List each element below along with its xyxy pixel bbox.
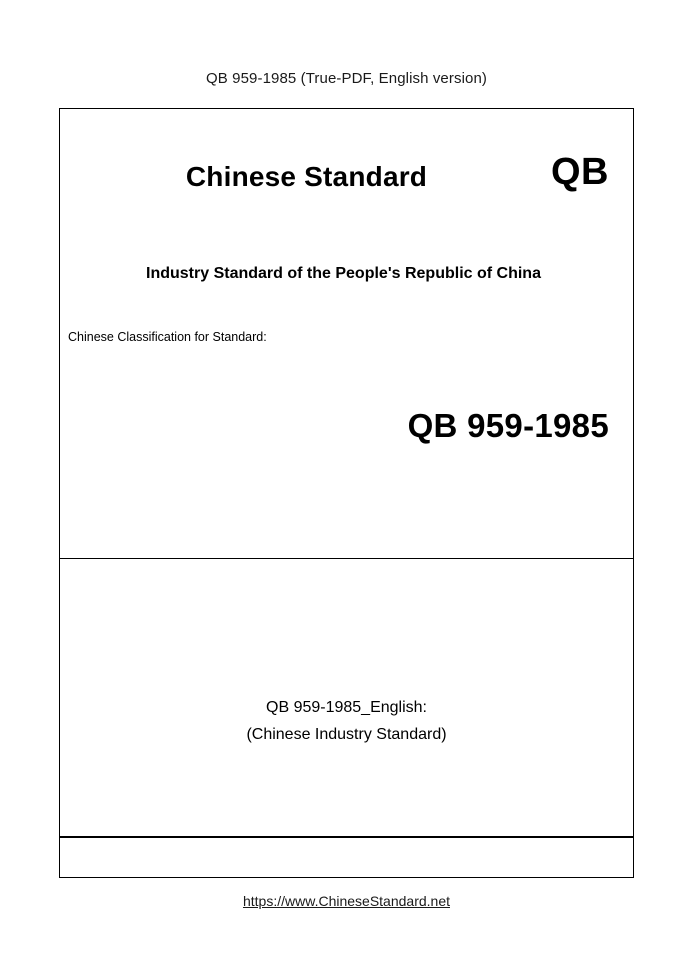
cover-bottom-bar xyxy=(60,837,633,877)
english-title-line1: QB 959-1985_English: xyxy=(266,699,427,716)
page-title: Chinese Standard xyxy=(185,161,428,192)
standard-number: QB 959-1985 xyxy=(407,407,609,444)
cover-frame xyxy=(59,108,634,878)
page-header-caption: QB 959-1985 (True-PDF, English version) xyxy=(206,70,487,87)
english-title-line2: (Chinese Industry Standard) xyxy=(246,726,447,743)
cover-upper-section xyxy=(60,109,633,559)
qb-logo-mark: QB xyxy=(551,151,609,193)
source-website-link[interactable]: https://www.ChineseStandard.net xyxy=(242,893,450,909)
cover-lower-section xyxy=(60,559,633,837)
industry-standard-line: Industry Standard of the People's Republic of China xyxy=(146,265,541,282)
english-title-block xyxy=(60,694,633,748)
classification-label: Chinese Classification for Standard: xyxy=(68,330,267,344)
